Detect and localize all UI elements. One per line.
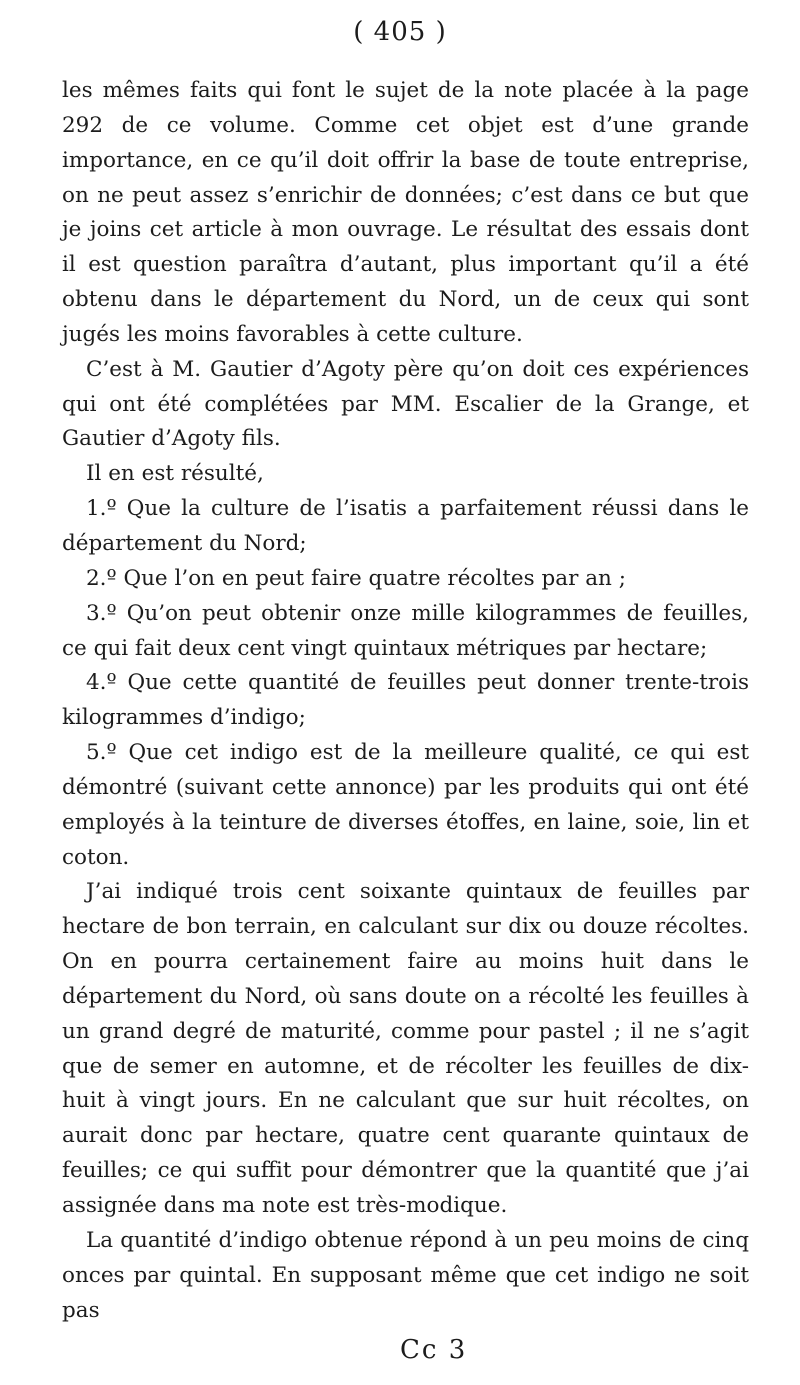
list-item-2: 2.º Que l’on en peut faire quatre récoltes par an ;	[86, 565, 626, 591]
signature-mark: Cc 3	[400, 1335, 468, 1365]
paragraph-1: les mêmes faits qui font le sujet de la note placée à la page 292 de ce volume. Comme cet objet est d’une grande importance, en ce qu’il doit offrir la base de toute entreprise, on ne peut assez s’enrichir de données; c’est dans ce but que je joins cet article à mon ouvrage. Le résultat des essais dont il est question paraîtra d’autant, plus important qu’il a été obtenu dans le département du Nord, un de ceux qui sont jugés les moins favorables à cette culture.	[62, 78, 749, 347]
list-item-5: 5.º Que cet indigo est de la meilleure qualité, ce qui est démontré (suivant cette annonce) par les produits qui ont été employés à la teinture de diverses étoffes, en laine, soie, lin et coton.	[62, 740, 749, 870]
list-item-1: 1.º Que la culture de l’isatis a parfaitement réussi dans le département du Nord;	[62, 496, 749, 556]
paragraph-5: La quantité d’indigo obtenue répond à un peu moins de cinq onces par quintal. En supposant même que cet indigo ne soit pas	[62, 1227, 749, 1323]
body-text	[62, 74, 749, 1328]
list-item-3: 3.º Qu’on peut obtenir onze mille kilogrammes de feuilles, ce qui fait deux cent vingt quintaux métriques par hectare;	[62, 600, 749, 661]
paragraph-2: C’est à M. Gautier d’Agoty père qu’on doit ces expériences qui ont été complétées par MM. Escalier de la Grange, et Gautier d’Agoty fils.	[62, 356, 749, 452]
list-item-4: 4.º Que cette quantité de feuilles peut donner trente-trois kilogrammes d’indigo;	[62, 670, 749, 731]
page-number: ( 405 )	[353, 17, 447, 47]
paragraph-4: J’ai indiqué trois cent soixante quintaux de feuilles par hectare de bon terrain, en calculant sur dix ou douze récoltes. On en pourra certainement faire au moins huit dans le département du Nord, où sans doute on a récolté les feuilles à un grand degré de maturité, comme pour pastel ; il ne s’agit que de semer en automne, et de récolter les feuilles de dix-huit à vingt jours. En ne calculant que sur huit récoltes, on aurait donc par hectare, quatre cent quarante quintaux de feuilles; ce qui suffit pour démontrer que la quantité que j’ai assignée dans ma note est très-modique.	[62, 879, 749, 1218]
paragraph-3: Il en est résulté,	[86, 461, 264, 487]
